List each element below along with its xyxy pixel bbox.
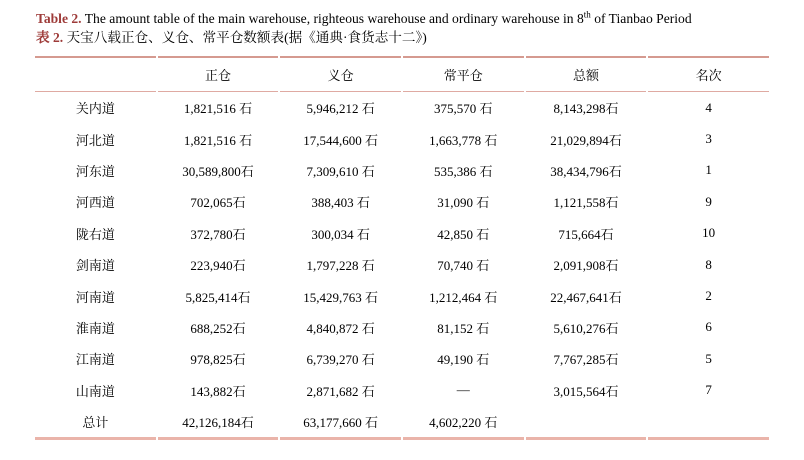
cell-yicang: 4,840,872 石	[306, 320, 375, 336]
cell-total: 22,467,641石	[550, 289, 622, 305]
column-header-yicang: 义仓	[280, 56, 401, 92]
cell-rank: 3	[705, 131, 712, 147]
table-row	[35, 218, 769, 249]
cell-changpingcang: 49,190 石	[437, 352, 490, 368]
column-header-zhengcang: 正仓	[158, 56, 279, 92]
cell-total: 7,767,285石	[553, 352, 619, 368]
cell-rank: 7	[705, 382, 712, 398]
cell-yicang: 15,429,763 石	[303, 289, 379, 305]
cell-region: 河西道	[75, 195, 115, 211]
caption-text-en-post: of Tianbao Period	[590, 11, 692, 26]
caption-line-zh	[36, 28, 772, 47]
table-caption	[36, 9, 772, 47]
cell-region: 江南道	[75, 352, 115, 368]
caption-label-zh: 表 2.	[36, 30, 64, 45]
table-row	[35, 375, 769, 406]
cell-yicang: 6,739,270 石	[306, 352, 375, 368]
cell-region: 山南道	[75, 383, 115, 399]
cell-yicang: 388,403 石	[311, 195, 370, 211]
cell-changpingcang: 31,090 石	[437, 195, 490, 211]
table-row	[35, 312, 769, 343]
cell-rank	[648, 406, 769, 440]
cell-yicang: 1,797,228 石	[306, 258, 375, 274]
cell-yicang: 5,946,212 石	[306, 101, 375, 117]
cell-zhengcang: 42,126,184石	[158, 406, 279, 440]
cell-rank: 4	[705, 99, 712, 115]
cell-total: 3,015,564石	[553, 383, 619, 399]
table-row	[35, 92, 769, 123]
cell-changpingcang: 375,570 石	[434, 101, 493, 117]
cell-changpingcang: 42,850 石	[437, 226, 490, 242]
column-header-region	[35, 56, 156, 92]
cell-yicang: 2,871,682 石	[306, 383, 375, 399]
cell-rank: 6	[705, 319, 712, 335]
caption-text-zh: 天宝八载正仓、义仓、常平仓数额表(据《通典·食货志十二》)	[66, 30, 427, 45]
cell-zhengcang: 978,825石	[190, 352, 246, 368]
caption-text-en	[85, 11, 692, 26]
cell-region: 淮南道	[75, 320, 115, 336]
cell-rank: 10	[702, 225, 716, 241]
cell-changpingcang: 1,663,778 石	[429, 132, 498, 148]
cell-zhengcang: 1,821,516 石	[183, 132, 253, 148]
table-row	[35, 155, 769, 186]
cell-total: 2,091,908石	[553, 258, 619, 274]
cell-zhengcang: 143,882石	[190, 383, 246, 399]
cell-total: 1,121,558石	[553, 195, 619, 211]
column-header-total: 总额	[526, 56, 647, 92]
cell-region: 河南道	[75, 289, 115, 305]
cell-total: 5,610,276石	[553, 320, 619, 336]
cell-changpingcang: —	[456, 382, 470, 398]
header-row	[35, 56, 769, 92]
cell-region: 关内道	[75, 101, 115, 117]
cell-zhengcang: 5,825,414石	[185, 289, 251, 305]
cell-total: 8,143,298石	[553, 101, 619, 117]
cell-changpingcang: 70,740 石	[437, 258, 490, 274]
table-row	[35, 123, 769, 154]
cell-total: 715,664石	[558, 226, 614, 242]
cell-zhengcang: 702,065石	[190, 195, 246, 211]
cell-yicang: 7,309,610 石	[306, 163, 375, 179]
cell-zhengcang: 30,589,800石	[182, 163, 254, 179]
table-row	[35, 249, 769, 280]
cell-rank: 9	[705, 193, 712, 209]
caption-text-en-pre: The amount table of the main warehouse, righteous warehouse and ordinary warehouse in 8	[84, 11, 584, 26]
cell-zhengcang: 372,780石	[190, 226, 246, 242]
caption-label-en: Table 2.	[36, 11, 82, 26]
table-row	[35, 280, 769, 311]
cell-region: 河东道	[75, 163, 115, 179]
cell-region: 总计	[35, 406, 156, 440]
cell-region: 剑南道	[75, 258, 115, 274]
caption-superscript: th	[583, 9, 591, 20]
cell-region: 河北道	[75, 132, 115, 148]
cell-region: 陇右道	[75, 226, 115, 242]
warehouse-amount-table	[33, 56, 771, 440]
column-header-rank: 名次	[648, 56, 769, 92]
cell-total: 38,434,796石	[550, 163, 622, 179]
cell-changpingcang: 81,152 石	[437, 320, 490, 336]
cell-yicang: 63,177,660 石	[280, 406, 401, 440]
table-row	[35, 186, 769, 217]
table-row	[35, 406, 769, 440]
table-header	[35, 56, 769, 92]
cell-rank: 5	[705, 350, 712, 366]
cell-changpingcang: 1,212,464 石	[429, 289, 498, 305]
cell-zhengcang: 223,940石	[190, 258, 246, 274]
cell-zhengcang: 1,821,516 石	[183, 101, 253, 117]
caption-line-en	[36, 9, 772, 28]
table-row	[35, 343, 769, 374]
cell-rank: 8	[705, 256, 712, 272]
cell-total	[526, 406, 647, 440]
table-body	[35, 92, 769, 440]
cell-rank: 1	[705, 162, 712, 178]
cell-total: 21,029,894石	[550, 132, 622, 148]
cell-changpingcang: 4,602,220 石	[403, 406, 524, 440]
column-header-changpingcang: 常平仓	[403, 56, 524, 92]
cell-rank: 2	[705, 288, 712, 304]
cell-yicang: 300,034 石	[311, 226, 370, 242]
cell-zhengcang: 688,252石	[190, 320, 246, 336]
cell-yicang: 17,544,600 石	[303, 132, 379, 148]
cell-changpingcang: 535,386 石	[434, 163, 493, 179]
